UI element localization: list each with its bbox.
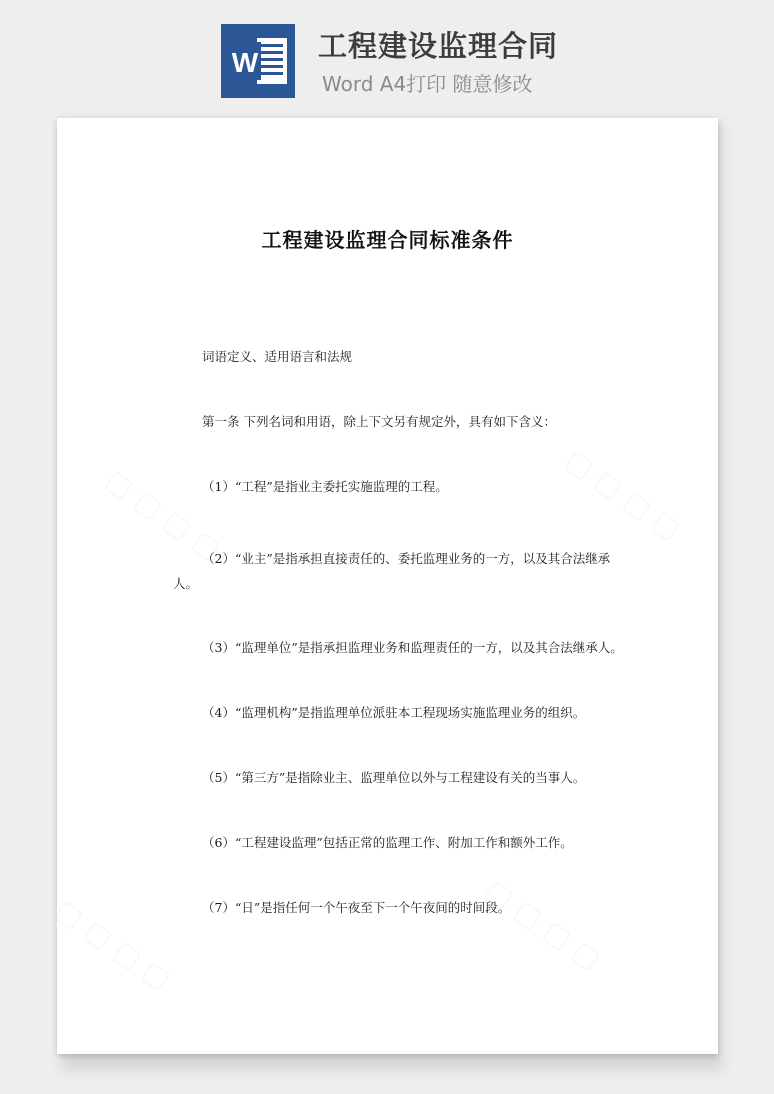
paragraph-line: （2）“业主”是指承担直接责任的、委托监理业务的一方，以及其合法继承 — [202, 551, 611, 566]
paragraph: 第一条 下列名词和用语，除上下文另有规定外，具有如下含义： — [202, 414, 556, 429]
paragraph: （1）“工程”是指业主委托实施监理的工程。 — [202, 479, 448, 494]
paragraph: （6）“工程建设监理”包括正常的监理工作、附加工作和额外工作。 — [202, 835, 573, 850]
header-subtitle: Word A4打印 随意修改 — [322, 72, 533, 96]
word-logo-letter: W — [231, 47, 259, 78]
header-title: 工程建设监理合同 — [318, 29, 559, 63]
paragraph: （3）“监理单位”是指承担监理业务和监理责任的一方，以及其合法继承人。 — [202, 640, 623, 655]
watermark — [560, 443, 687, 546]
paragraph: （5）“第三方”是指除业主、监理单位以外与工程建设有关的当事人。 — [202, 770, 586, 785]
word-icon — [221, 24, 295, 98]
paragraph-line: 人。 — [173, 576, 199, 591]
document-page — [57, 118, 718, 1054]
watermark — [480, 873, 607, 976]
document-title: 工程建设监理合同标准条件 — [261, 228, 514, 252]
paragraph: （7）“日”是指任何一个午夜至下一个午夜间的时间段。 — [202, 900, 511, 915]
paragraph-wrapped — [173, 542, 611, 593]
paragraph: （4）“监理机构”是指监理单位派驻本工程现场实施监理业务的组织。 — [202, 705, 586, 720]
preview-header — [0, 0, 774, 112]
watermark — [57, 893, 177, 996]
paragraph: 词语定义、适用语言和法规 — [202, 349, 353, 364]
